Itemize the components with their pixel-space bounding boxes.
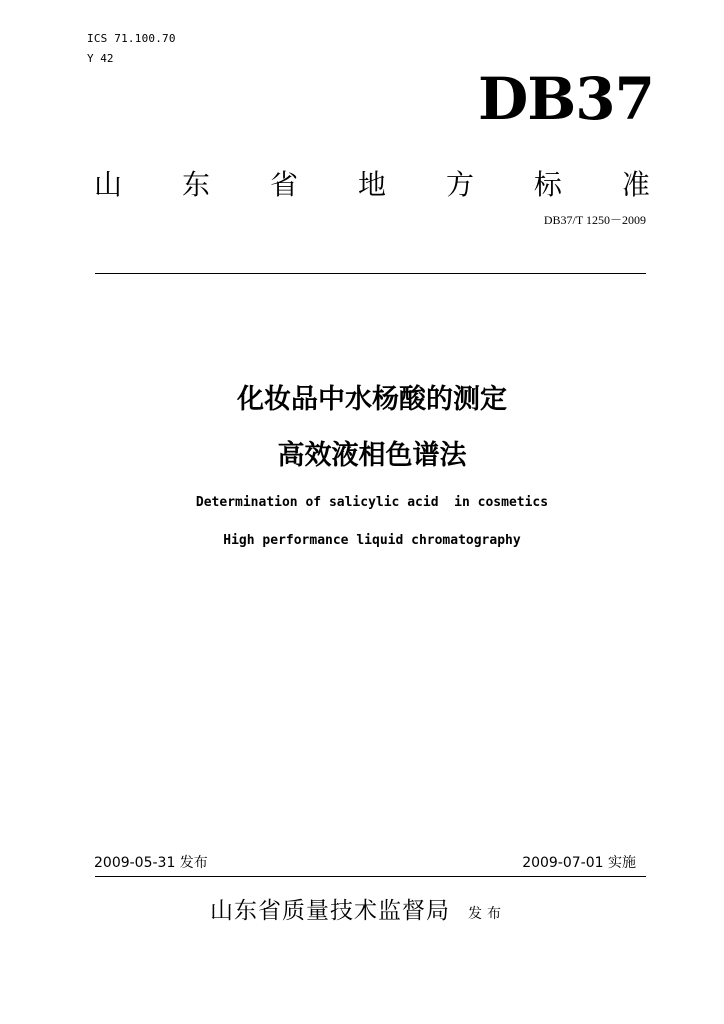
standard-title-char: 山 — [94, 168, 123, 201]
standard-title-char: 方 — [445, 168, 474, 201]
ics-code: ICS 71.100.70 — [87, 32, 176, 45]
standard-number: DB37/T 1250－2009 — [543, 213, 646, 227]
standard-title-char: 准 — [621, 168, 650, 201]
header-divider — [95, 273, 646, 274]
document-title-en: Determination of salicylic acid in cosmetics — [195, 495, 549, 510]
implementation-date: 2009-07-01 实施 — [522, 855, 636, 871]
issuer-line — [210, 894, 506, 928]
issue-date: 2009-05-31 发布 — [94, 855, 208, 871]
footer-divider — [95, 876, 646, 877]
issuing-authority: 山东省质量技术监督局 — [210, 898, 450, 924]
standard-title-char: 地 — [357, 168, 386, 201]
document-subtitle-cn: 高效液相色谱法 — [277, 440, 467, 471]
classification-code: Y 42 — [87, 52, 114, 65]
standard-type-title — [94, 166, 650, 204]
standard-title-char: 东 — [181, 168, 210, 201]
standard-title-char: 省 — [269, 168, 298, 201]
standard-title-char: 标 — [533, 168, 562, 201]
document-title-cn: 化妆品中水杨酸的测定 — [237, 384, 507, 415]
standard-logo: DB37 — [477, 65, 654, 133]
document-subtitle-en: High performance liquid chromatography — [223, 533, 521, 548]
issued-label: 发布 — [468, 906, 506, 922]
